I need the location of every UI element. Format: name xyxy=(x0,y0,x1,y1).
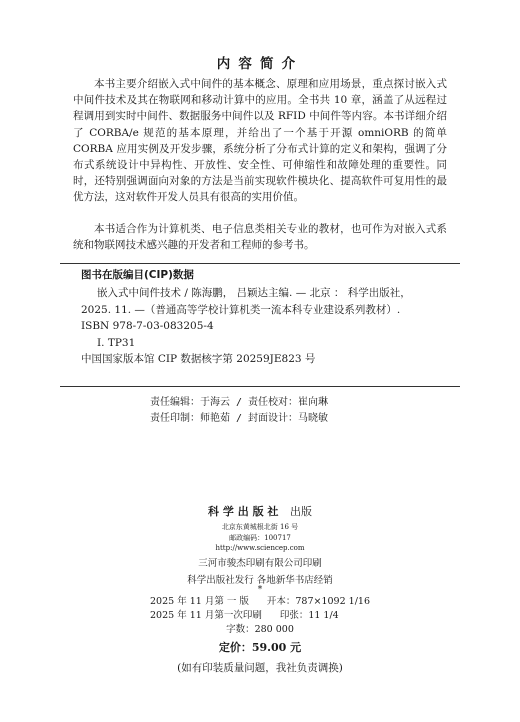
publisher-website: http://www.sciencep.com xyxy=(215,544,305,552)
publisher-name xyxy=(0,503,520,519)
credits-editor: 责任编辑：于海云 / 责任校对：崔向琳 xyxy=(150,397,329,408)
distribution: 科学出版社发行 各地新华书店经销 xyxy=(187,575,333,586)
separator-star: * xyxy=(257,585,263,595)
publisher-logo-text: 科学出版社 xyxy=(208,505,283,518)
cip-classification: Ⅰ. TP31 xyxy=(97,336,136,349)
cip-number: 中国国家版本馆 CIP 数据核字第 20259JE823 号 xyxy=(81,353,316,366)
cip-bottom-rule xyxy=(60,386,460,387)
cip-heading: 图书在版编目(CIP)数据 xyxy=(81,269,194,281)
intro-paragraph-1: 本书主要介绍嵌入式中间件的基本概念、原理和应用场景，重点探讨嵌入式中间件技术及其在物联网和移动计算中的应用。全书共 10 章，涵盖了从远程过程调用到实时中间件、数据服务中间件以及 RFID 中间件等内容。本书详细介绍了 CORBA/e 规范的基本原理，并给出了一个基于开源 omniORB 的简单 CORBA 应用实例及开发步骤，系统分析了分布式计算的定义和架构，强调了分布式系统设计中异构性、开放性、安全性、可伸缩性和故障处理的重要性。同时，还特别强调面向对象的方法是当前实现软件模块化、提高软件可复用性的最优方法，这对软件开发人员具有很高的实用价值。 xyxy=(73,78,447,204)
publisher-suffix: 出版 xyxy=(289,505,312,518)
cip-top-rule xyxy=(60,263,460,264)
price: 定价：59.00 元 xyxy=(218,641,302,654)
word-count: 字数：280 000 xyxy=(226,624,294,635)
publisher-address: 北京东黄城根北街 16 号 xyxy=(221,523,299,531)
print-date: 2025 年 11 月第一次印刷 xyxy=(150,610,262,621)
cip-isbn: ISBN 978-7-03-083205-4 xyxy=(81,320,214,333)
credits-printing: 责任印制：师艳茹 / 封面设计：马晓敏 xyxy=(150,412,329,424)
publisher-address-block xyxy=(0,522,520,554)
publisher-postcode: 邮政编码：100717 xyxy=(229,533,291,542)
quality-note: (如有印装质量问题，我社负责调换) xyxy=(177,662,343,674)
cip-block xyxy=(81,285,441,368)
printer: 三河市骏杰印刷有限公司印刷 xyxy=(198,558,322,569)
page-title: 内容简介 xyxy=(216,56,304,72)
edition-date: 2025 年 11 月第 一 版 xyxy=(150,596,249,607)
cip-line-2: 2025. 11. —（普通高等学校计算机类一流本科专业建设系列教材）. xyxy=(81,303,401,316)
credits-block xyxy=(150,395,450,426)
sheets: 印张：11 1/4 xyxy=(279,610,339,621)
edition-info xyxy=(150,595,410,623)
format: 开本：787×1092 1/16 xyxy=(266,596,370,607)
intro-paragraph-2: 本书适合作为计算机类、电子信息类相关专业的教材，也可作为对嵌入式系统和物联网技术感兴趣的开发者和工程师的参考书。 xyxy=(73,223,447,252)
cip-line-1: 嵌入式中间件技术 / 陈海鹏， 吕颖达主编. — 北京 ： 科学出版社， xyxy=(97,287,411,299)
